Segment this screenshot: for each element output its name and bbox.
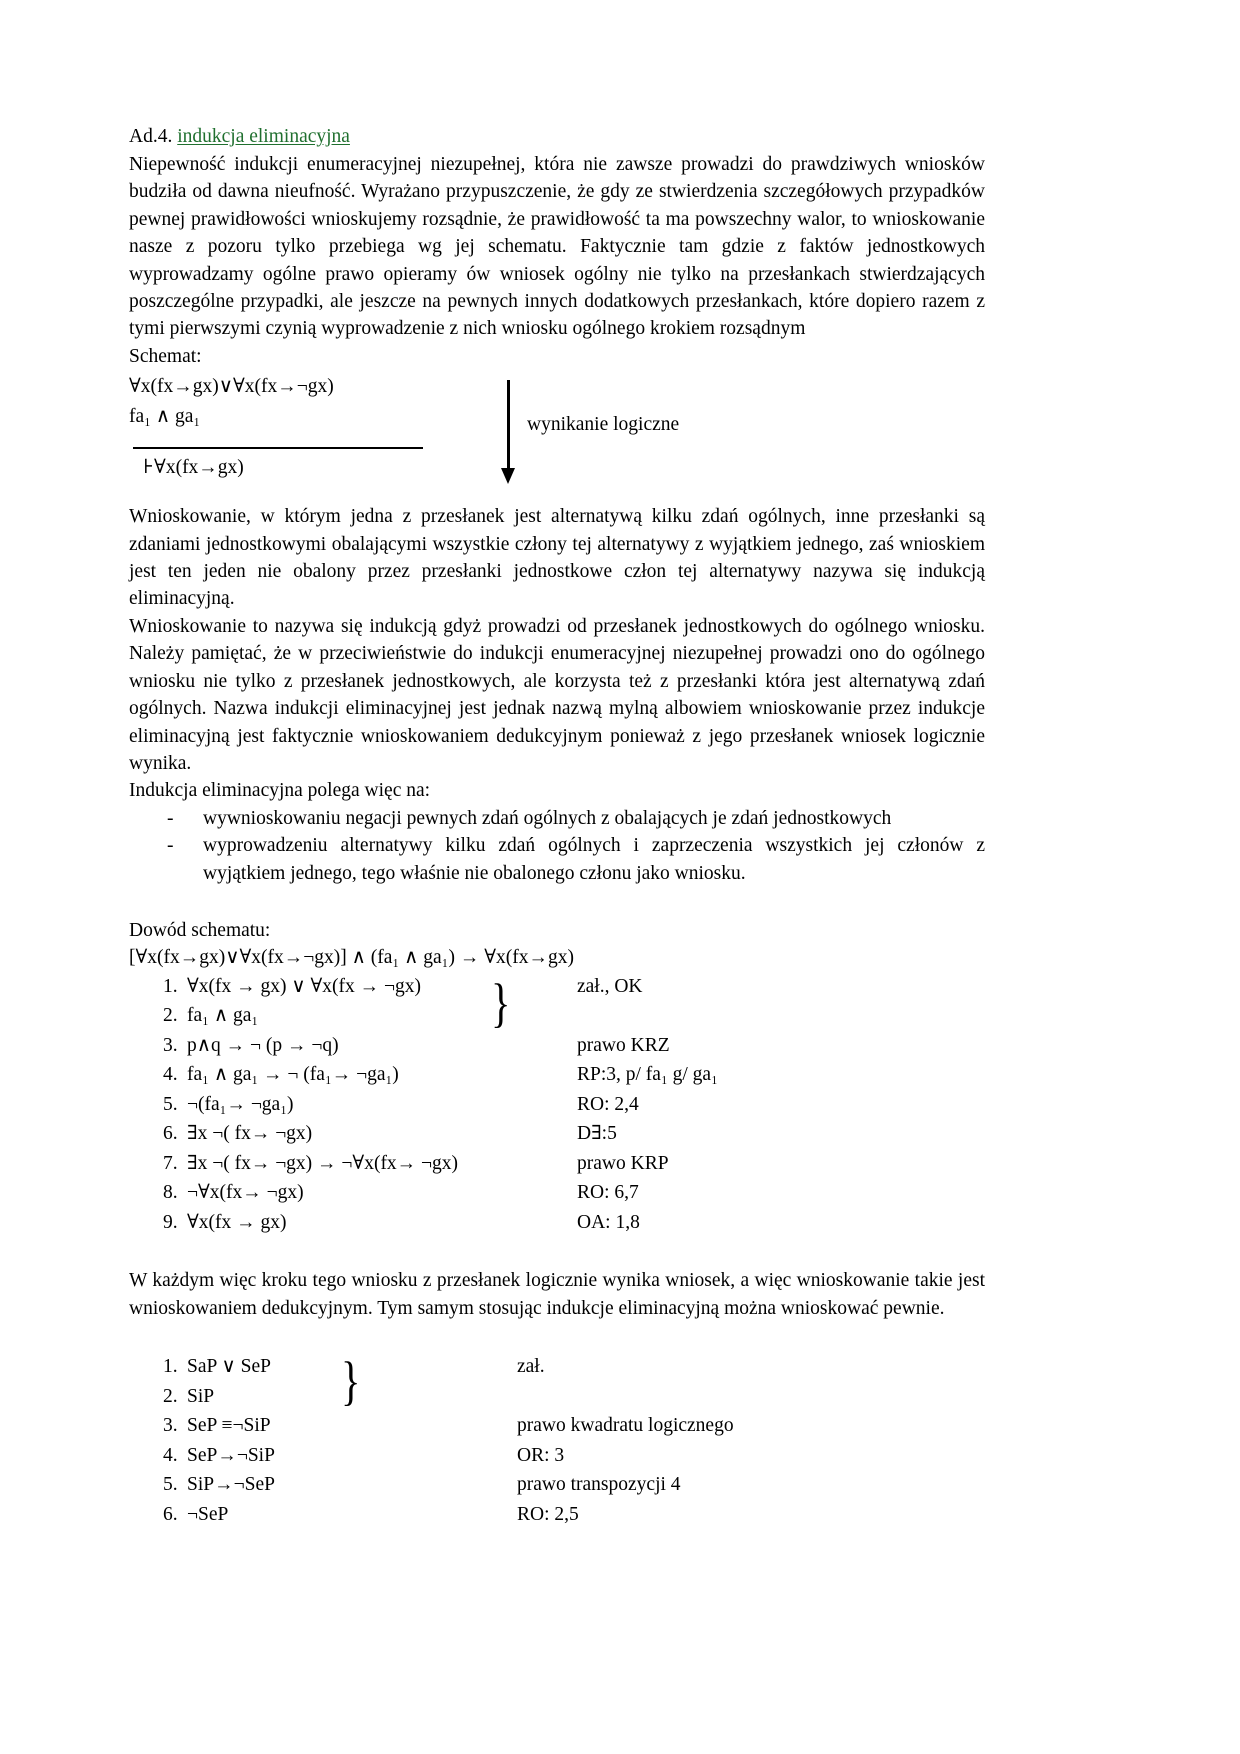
schema-premise-2: fa₁ ∧ ga₁ [129,406,201,428]
proof-step-row [129,1060,985,1090]
step-number: 6. [163,1123,178,1145]
step-justification: prawo transpozycji 4 [517,1474,681,1496]
step-number: 3. [163,1034,178,1056]
schema-block [129,372,985,483]
paragraph-2: Wnioskowanie, w którym jedna z przesłanek jest alternatywą kilku zdań ogólnych, inne przesłanki są zdaniami jednostkowymi obalającymi wszystkie człony tej alternatywy z wyjątkiem jednego, zaś wnioskiem jest ten jeden nie obalony przez przesłanki jednostkowe człon tej alternatywy nazywa się indukcją eliminacyjną. [129,506,985,610]
step-justification: prawo KRZ [577,1034,670,1056]
step-number: 5. [163,1474,178,1496]
step-justification: zał., OK [577,975,643,997]
syllogism-step-row [129,1352,985,1382]
proof-steps-list [129,972,985,1238]
step-formula: fa₁ ∧ ga₁ [187,1005,259,1027]
syllogism-step-row [129,1441,985,1471]
step-formula: ∃x ¬( fx→ ¬gx) [187,1123,313,1145]
paragraph-4: W każdym więc kroku tego wniosku z przesłanek logicznie wynika wniosek, a więc wnioskowanie takie jest wnioskowaniem dedukcyjnym. Tym samym stosując indukcje eliminacyjną można wnioskować pewnie. [129,1270,985,1319]
syllogism-step-row [129,1500,985,1530]
step-number: 9. [163,1211,178,1233]
step-number: 8. [163,1182,178,1204]
step-justification: D∃:5 [577,1123,617,1145]
step-number: 1. [163,975,178,997]
step-formula: SeP ≡¬SiP [187,1415,271,1437]
step-number: 1. [163,1356,178,1378]
proof-step-row [129,1001,985,1031]
syllogism-step-row [129,1470,985,1500]
syllogism-steps-list [129,1352,985,1529]
arrow-shaft [507,380,510,472]
syllogism-step-row [129,1411,985,1441]
step-formula: SeP→¬SiP [187,1444,275,1466]
proof-step-row [129,1149,985,1179]
step-justification: RO: 2,5 [517,1503,579,1525]
step-justification: zał. [517,1356,545,1378]
dowod-formula: [∀x(fx→gx)∨∀x(fx→¬gx)] ∧ (fa₁ ∧ ga₁) → ∀x(fx→gx) [129,947,574,969]
list-item [129,832,985,887]
schema-lines [129,372,559,483]
step-justification: RP:3, p/ fa₁ g/ ga₁ [577,1064,718,1086]
list-item [129,805,985,832]
step-number: 2. [163,1005,178,1027]
step-formula: ¬SeP [187,1503,229,1525]
step-formula: SiP [187,1385,215,1407]
list-item-text: wywnioskowaniu negacji pewnych zdań ogólnych z obalających je zdań jednostkowych [203,807,892,829]
dash-marker: - [167,835,174,857]
step-formula: ∀x(fx → gx) [187,1211,287,1233]
schema-inference-rule [133,447,423,449]
arrow-label: wynikanie logiczne [527,414,680,436]
dash-marker: - [167,807,174,829]
dowod-label: Dowód schematu: [129,919,271,941]
step-number: 4. [163,1064,178,1086]
arrow-head [501,468,515,484]
down-arrow-icon [499,380,519,486]
intro-paragraph: Niepewność indukcji enumeracyjnej niezupełnej, która nie zawsze prowadzi do prawdziwych wniosków budziła od dawna nieufność. Wyrażano przypuszczenie, że gdy ze stwierdzenia szczegółowych przypadków pewnej prawidłowości wnioskujemy rozsądnie, że prawidłowość ta ma powszechny walor, to wnioskowanie nasze z pozoru tylko przebiega wg jej schematu. Faktycznie tam gdzie z faktów jednostkowych wyprowadzamy ogólne prawo opieramy ów wniosek ogólny nie tylko na przesłankach stwierdzających poszczególne przypadki, ale jeszcze na pewnych innych dodatkowych przesłankach, które dopiero razem z tymi pierwszymi czynią wyprowadzenie z nich wniosku ogólnego krokiem rozsądnym [129,154,985,340]
step-formula: fa₁ ∧ ga₁ → ¬ (fa₁→ ¬ga₁) [187,1064,399,1086]
grouping-brace-icon: } [341,1351,361,1412]
step-justification: RO: 2,4 [577,1093,639,1115]
step-formula: p∧q → ¬ (p → ¬q) [187,1034,339,1056]
step-number: 3. [163,1415,178,1437]
step-formula: ¬(fa₁→ ¬ga₁) [187,1093,294,1115]
step-justification: prawo kwadratu logicznego [517,1415,734,1437]
step-number: 6. [163,1503,178,1525]
step-number: 7. [163,1152,178,1174]
step-justification: prawo KRP [577,1152,669,1174]
step-formula: SiP→¬SeP [187,1474,275,1496]
heading-title: indukcja eliminacyjna [177,126,350,147]
schema-conclusion: ⊦∀x(fx→gx) [143,457,244,479]
step-justification: OA: 1,8 [577,1211,640,1233]
step-formula: ∀x(fx → gx) ∨ ∀x(fx → ¬gx) [187,975,422,997]
step-formula: SaP ∨ SeP [187,1356,271,1378]
proof-step-row [129,1119,985,1149]
proof-step-row [129,1208,985,1238]
schema-premise-1: ∀x(fx→gx)∨∀x(fx→¬gx) [129,376,334,398]
proof-step-row [129,1031,985,1061]
schemat-label: Schemat: [129,345,202,367]
list-item-text: wyprowadzeniu alternatywy kilku zdań ogólnych i zaprzeczenia wszystkich jej członów z wyjątkiem jednego, tego właśnie nie obalonego członu jako wniosku. [203,835,985,884]
heading-prefix: Ad.4. [129,126,173,147]
polega-list [129,805,985,887]
step-number: 4. [163,1444,178,1466]
grouping-brace-icon: } [491,972,511,1033]
step-formula: ¬∀x(fx→ ¬gx) [187,1182,304,1204]
document-page [129,124,985,1529]
page-heading [129,124,985,150]
step-justification: RO: 6,7 [577,1182,639,1204]
step-formula: ∃x ¬( fx→ ¬gx) → ¬∀x(fx→ ¬gx) [187,1152,459,1174]
paragraph-3: Wnioskowanie to nazywa się indukcją gdyż prowadzi od przesłanek jednostkowych do ogólnego wniosku. Należy pamiętać, że w przeciwieństwie do indukcji enumeracyjnej niezupełnej prowadzi ono do ogólnego wniosku nie tylko z przesłanek jednostkowych, ale korzysta też z przesłanki która jest alternatywą zdań ogólnych. Nazwa indukcji eliminacyjnej jest jednak nazwą mylną albowiem wnioskowanie przez indukcje eliminacyjną jest faktycznie wnioskowaniem dedukcyjnym ponieważ z jego przesłanek wniosek logicznie wynika. [129,615,985,774]
polega-label: Indukcja eliminacyjna polega więc na: [129,780,431,802]
step-number: 5. [163,1093,178,1115]
proof-step-row [129,972,985,1002]
syllogism-step-row [129,1382,985,1412]
proof-step-row [129,1090,985,1120]
proof-step-row [129,1178,985,1208]
step-justification: OR: 3 [517,1444,565,1466]
step-number: 2. [163,1385,178,1407]
